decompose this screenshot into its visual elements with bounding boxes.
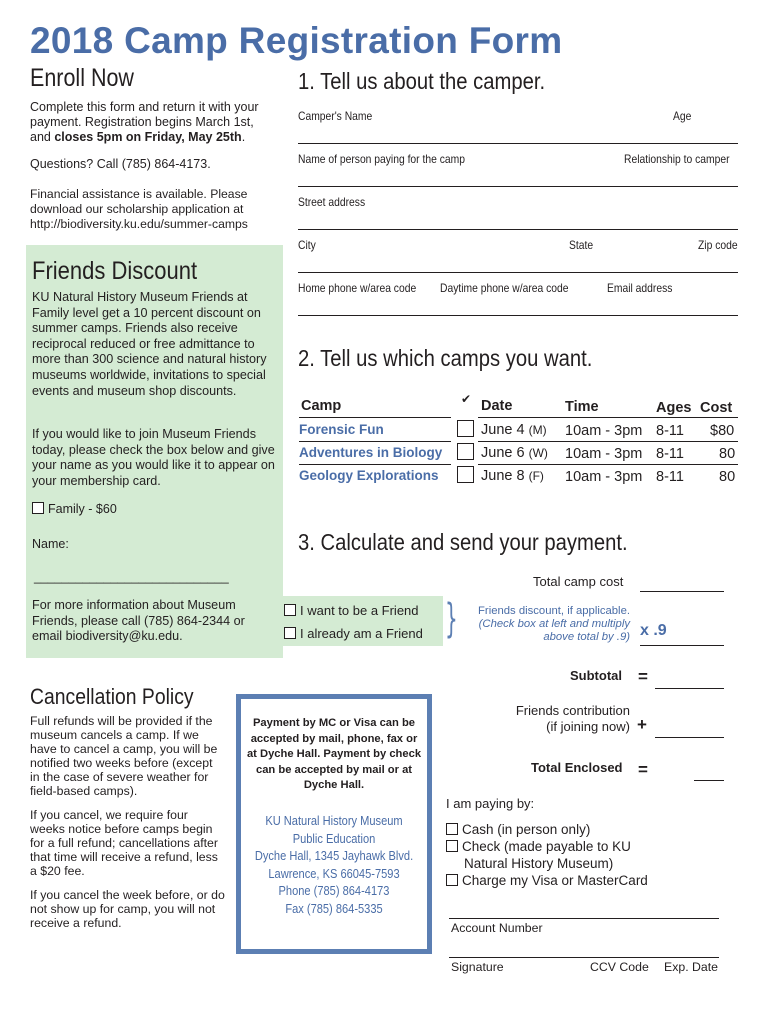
row-date: June 8 (F) xyxy=(481,468,544,484)
discount-note: Friends discount, if applicable. (Check box at left and multiply above total by .9) xyxy=(478,605,630,643)
street-label: Street address xyxy=(298,195,366,209)
enroll-heading: Enroll Now xyxy=(30,64,134,92)
relationship-label: Relationship to camper xyxy=(624,152,730,166)
camp-adventures-in-biology[interactable]: Adventures in Biology xyxy=(299,445,443,460)
phone-email-field[interactable] xyxy=(298,315,738,316)
city-field[interactable] xyxy=(298,272,738,273)
want-friend-checkbox[interactable] xyxy=(284,604,296,616)
age-label: Age xyxy=(673,109,692,123)
row-ages: 8-11 xyxy=(656,446,684,462)
more-info-text: For more information about Museum Friends, please call (785) 864-2344 or email biodiversity@ku.edu. xyxy=(32,598,245,644)
cancellation-heading: Cancellation Policy xyxy=(30,684,194,709)
row-rule xyxy=(478,464,738,465)
pay-cash-option[interactable] xyxy=(446,821,590,838)
contribution-label: Friends contribution (if joining now) xyxy=(515,703,630,734)
section1-heading: 1. Tell us about the camper. xyxy=(298,68,546,94)
row-date: June 6 (W) xyxy=(481,445,548,461)
col-time: Time xyxy=(565,399,599,415)
family-checkbox[interactable] xyxy=(32,502,44,514)
payer-name-label: Name of person paying for the camp xyxy=(298,152,465,166)
col-camp: Camp xyxy=(301,398,342,414)
family-label: Family - $60 xyxy=(48,502,117,516)
cancellation-para3: If you cancel the week before, or do not show up for camp, you will not receive a refund. xyxy=(30,888,225,930)
row-ages: 8-11 xyxy=(656,469,684,485)
signature-field[interactable] xyxy=(449,957,719,958)
home-phone-label: Home phone w/area code xyxy=(298,281,417,295)
cash-checkbox[interactable] xyxy=(446,823,458,835)
col-date: Date xyxy=(481,398,513,414)
camp-checkbox-forensic[interactable] xyxy=(457,420,474,437)
camp-checkbox-geology[interactable] xyxy=(457,466,474,483)
paying-by-label: I am paying by: xyxy=(446,796,535,811)
discount-field[interactable] xyxy=(640,645,724,646)
account-number-field[interactable] xyxy=(449,918,719,919)
check-header-icon: ✔ xyxy=(461,392,472,406)
equals-sign: = xyxy=(638,667,648,686)
financial-text: Financial assistance is available. Please download our scholarship application at http://biodiversity.ku.edu/summer-camps xyxy=(30,187,248,231)
row-cost: 80 xyxy=(719,469,736,485)
check-checkbox[interactable] xyxy=(446,840,458,852)
row-time: 10am - 3pm xyxy=(565,446,643,462)
row-time: 10am - 3pm xyxy=(565,423,643,439)
card-checkbox[interactable] xyxy=(446,874,458,886)
city-label: City xyxy=(298,238,316,252)
row-rule xyxy=(299,464,451,465)
check-label-cont: Natural History Museum) xyxy=(464,856,614,871)
row-cost: $80 xyxy=(710,423,735,439)
camper-name-label: Camper's Name xyxy=(298,109,373,123)
already-friend-label: I already am a Friend xyxy=(300,626,423,641)
camp-geology-explorations[interactable]: Geology Explorations xyxy=(299,468,439,483)
total-cost-label: Total camp cost xyxy=(533,574,624,589)
exp-date-label: Exp. Date xyxy=(664,960,718,974)
want-friend-option[interactable] xyxy=(284,603,419,618)
cancellation-para2: If you cancel, we require four weeks notice before camps begin for a full refund; cancellations after that time will receive a refund, less a $20 fee. xyxy=(30,808,218,878)
camp-forensic-fun[interactable]: Forensic Fun xyxy=(299,422,384,437)
payer-name-field[interactable] xyxy=(298,186,738,187)
total-enclosed-field[interactable] xyxy=(694,780,724,781)
plus-sign: + xyxy=(637,715,647,734)
form-title: 2018 Camp Registration Form xyxy=(30,20,563,61)
account-number-label: Account Number xyxy=(451,921,543,935)
cash-label: Cash (in person only) xyxy=(462,822,591,837)
zip-label: Zip code xyxy=(698,238,738,252)
want-friend-label: I want to be a Friend xyxy=(300,603,419,618)
camp-checkbox-biology[interactable] xyxy=(457,443,474,460)
already-friend-checkbox[interactable] xyxy=(284,627,296,639)
state-label: State xyxy=(569,238,594,252)
subtotal-field[interactable] xyxy=(655,688,724,689)
col-cost: Cost xyxy=(700,400,733,416)
multiplier: x .9 xyxy=(640,622,667,639)
section2-heading: 2. Tell us which camps you want. xyxy=(298,345,593,371)
pay-card-option[interactable] xyxy=(446,872,648,889)
name-line[interactable]: ____________________________ xyxy=(34,570,229,584)
check-label: Check (made payable to KU xyxy=(462,839,631,854)
section3-heading: 3. Calculate and send your payment. xyxy=(298,529,628,555)
header-rule-camp xyxy=(299,417,451,418)
museum-address: KU Natural History Museum Public Education Dyche Hall, 1345 Jayhawk Blvd. Lawrence, KS 66045-7593 Phone (785) 864-4173 Fax (785) 864-5335 xyxy=(254,814,414,916)
row-cost: 80 xyxy=(719,446,736,462)
header-rule-rest xyxy=(478,417,738,418)
row-rule xyxy=(299,441,451,442)
total-cost-field[interactable] xyxy=(640,591,724,592)
cancellation-para1: Full refunds will be provided if the museum cancels a camp. If we have to cancel a camp, you will be notified two weeks before (except in the case of severe weather for field-based camps). xyxy=(30,714,218,798)
brace-icon: } xyxy=(445,596,458,642)
total-enclosed-label: Total Enclosed xyxy=(531,760,623,775)
name-label: Name: xyxy=(32,537,69,551)
day-phone-label: Daytime phone w/area code xyxy=(440,281,569,295)
questions-text: Questions? Call (785) 864-4173. xyxy=(30,157,211,171)
ccv-label: CCV Code xyxy=(590,960,649,974)
col-ages: Ages xyxy=(656,400,692,416)
row-ages: 8-11 xyxy=(656,423,684,439)
enroll-text: Complete this form and return it with your payment. Registration begins March 1st, and closes 5pm on Friday, May 25th. xyxy=(30,100,259,144)
row-time: 10am - 3pm xyxy=(565,469,643,485)
row-date: June 4 (M) xyxy=(481,422,547,438)
camper-name-field[interactable] xyxy=(298,143,738,144)
email-label: Email address xyxy=(607,281,673,295)
pay-check-option[interactable] xyxy=(446,838,631,855)
family-option[interactable] xyxy=(32,502,117,517)
row-rule xyxy=(478,441,738,442)
payment-info-text: Payment by MC or Visa can be accepted by mail, phone, fax or at Dyche Hall. Payment by check can be accepted by mail or at Dyche Hall. xyxy=(246,717,422,791)
subtotal-label: Subtotal xyxy=(570,668,622,683)
equals-sign: = xyxy=(638,760,648,779)
already-friend-option[interactable] xyxy=(284,626,423,641)
street-field[interactable] xyxy=(298,229,738,230)
friends-join-text: If you would like to join Museum Friends today, please check the box below and give your name as you would like it to appear on your membership card. xyxy=(32,427,275,488)
contribution-field[interactable] xyxy=(655,737,724,738)
friends-description: KU Natural History Museum Friends at Family level get a 10 percent discount on summer camps. Friends also receive reciprocal reduced or free admittance to more than 300 science and natural history museums worldwide, invitations to special events and museum shop discounts. xyxy=(32,290,267,398)
friends-heading: Friends Discount xyxy=(32,257,198,285)
signature-label: Signature xyxy=(451,960,504,974)
card-label: Charge my Visa or MasterCard xyxy=(462,873,648,888)
